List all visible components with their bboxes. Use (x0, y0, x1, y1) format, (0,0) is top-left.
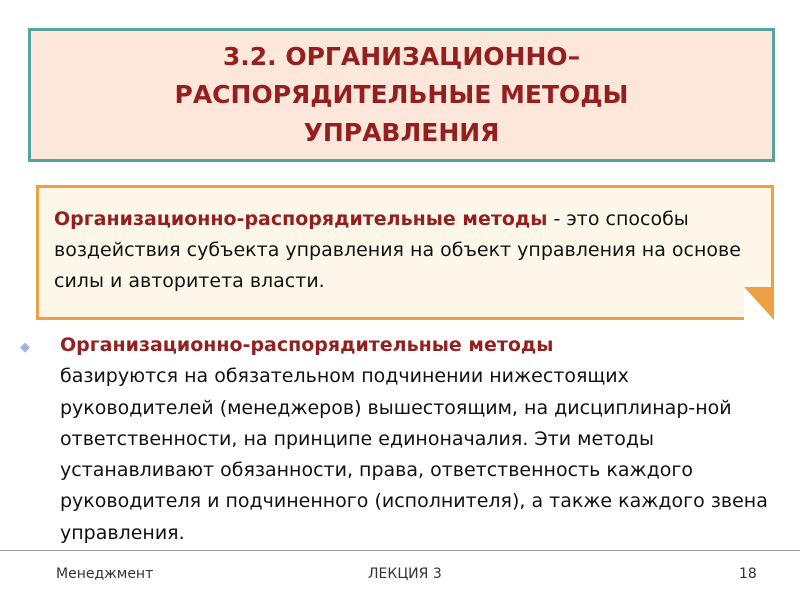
definition-body: - это способы воздействия субъекта управления на объект управления на основе силы и авторитета власти. (54, 208, 741, 292)
bullet-body: базируются на обязательном подчинении нижестоящих руководителей (менеджеров) вышестоящим, на дисциплинар-ной ответственности, на принципе единоначалия. Эти методы устанавливают обязанности, права, ответственность каждого руководителя и подчиненного (исполнителя), а также каждого звена управления. (60, 365, 768, 544)
slide-title-line-1: 3.2. ОРГАНИЗАЦИОННО– (222, 42, 581, 71)
definition-text (54, 204, 760, 297)
footer-lecture-label: ЛЕКЦИЯ 3 (368, 566, 442, 582)
slide-number: 18 (739, 566, 757, 582)
footer-course-name: Менеджмент (56, 566, 154, 582)
diamond-bullet-icon: ◆ (20, 340, 30, 355)
bullet-paragraph (60, 330, 775, 549)
definition-term: Организационно-распорядительные методы (54, 208, 548, 230)
slide-title-line-2: РАСПОРЯДИТЕЛЬНЫЕ МЕТОДЫ (174, 80, 629, 109)
slide-title-line-3: УПРАВЛЕНИЯ (303, 118, 500, 147)
footer-divider (0, 550, 800, 551)
slide-title-box (28, 28, 775, 162)
bullet-term: Организационно-распорядительные методы (60, 334, 554, 356)
